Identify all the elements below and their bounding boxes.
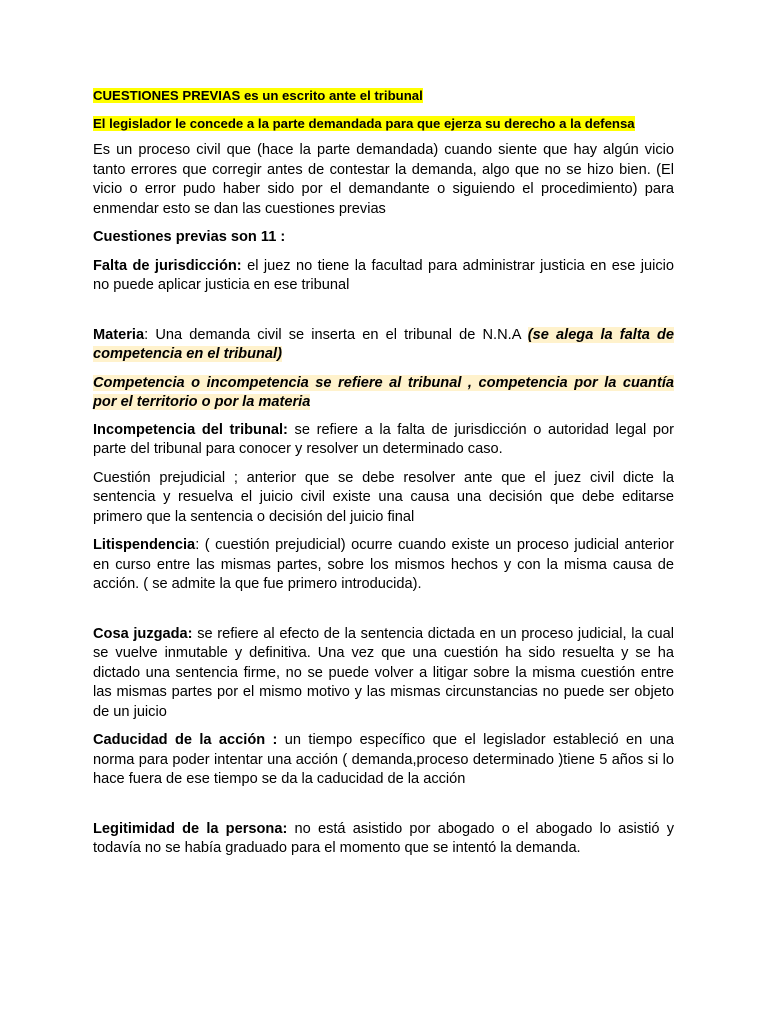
text-cosa-juzgada: se refiere al efecto de la sentencia dictada en un proceso judicial, la cual se vuelve inmutable y definitiva. Una vez que una cuestión ha sido resuelta y se ha dictado una sentencia firme, no se puede volver a litigar sobre la misma cuestión entre las mismas partes por el mismo motivo y las mismas circunstancias no puede ser objeto de un juicio [93,625,674,720]
heading-legislador [93,114,674,134]
paragraph-incompetencia [93,421,674,460]
term-incompetencia: Incompetencia del tribunal: [93,421,288,438]
heading-1-text: CUESTIONES PREVIAS es un escrito ante el tribunal [93,88,423,103]
text-litispendencia: : ( cuestión prejudicial) ocurre cuando existe un proceso judicial anterior en curso entre las mismas partes, sobre los mismos hechos y con la misma causa de acción. ( se admite la que fue primero introducida). [93,537,674,592]
heading-2-text: El legislador le concede a la parte demandada para que ejerza su derecho a la defensa [93,115,635,131]
paragraph-materia [93,326,674,365]
paragraph-cosa-juzgada [93,625,674,723]
text-falta-jurisdiccion: el juez no tiene la facultad para administrar justicia en ese juicio no puede aplicar justicia en ese tribunal [93,257,675,293]
note-materia: (se alega la falta de competencia en el tribunal) [93,326,674,362]
intro-paragraph: Es un proceso civil que (hace la parte demandada) cuando siente que hay algún vicio tanto errores que corregir antes de contestar la demanda, algo que no se hizo bien. (El vicio o error pudo haber sido por el demandante o siguiendo el procedimiento) para enmendar esto se dan las cuestiones previas [93,142,674,217]
paragraph-caducidad [93,731,674,790]
count-heading-text: Cuestiones previas son 11 : [93,229,286,245]
term-cosa-juzgada: Cosa juzgada: [93,625,193,642]
paragraph-falta-jurisdiccion [93,257,674,296]
text-incompetencia: se refiere a la falta de jurisdicción o autoridad legal por parte del tribunal para conocer y resolver un determinado caso. [93,421,674,457]
paragraph-competencia [93,374,674,413]
term-caducidad: Caducidad de la acción : [93,732,278,748]
term-legitimidad: Legitimidad de la persona: [93,820,288,837]
document-page [93,86,674,859]
text-materia: : Una demanda civil se inserta en el tribunal de N.N.A [144,326,528,343]
note-competencia: Competencia o incompetencia se refiere al tribunal , competencia por la cuantía por el territorio o por la materia [93,374,674,410]
text-legitimidad: no está asistido por abogado o el abogado lo asistió y todavía no se había graduado para el momento que se intentó la demanda. [93,820,675,856]
heading-cuestiones-previas [93,86,674,106]
term-materia: Materia [93,326,145,343]
count-heading [93,228,674,248]
paragraph-litispendencia [93,536,674,595]
text-caducidad: un tiempo específico que el legislador estableció en una norma para poder intentar una acción ( demanda,proceso determinado )tiene 5 años si lo hace fuera de ese tiempo se da la caducidad de la acción [93,732,674,787]
term-litispendencia: Litispendencia [93,537,196,553]
term-falta-jurisdiccion: Falta de jurisdicción: [93,257,242,274]
paragraph-cuestion-prejudicial: Cuestión prejudicial ; anterior que se debe resolver ante que el juez civil dicte la sentencia y resuelva el juicio civil existe una causa una decisión que debe editarse primero que la sentencia o decisión del juicio final [93,469,674,525]
paragraph-legitimidad [93,820,674,859]
